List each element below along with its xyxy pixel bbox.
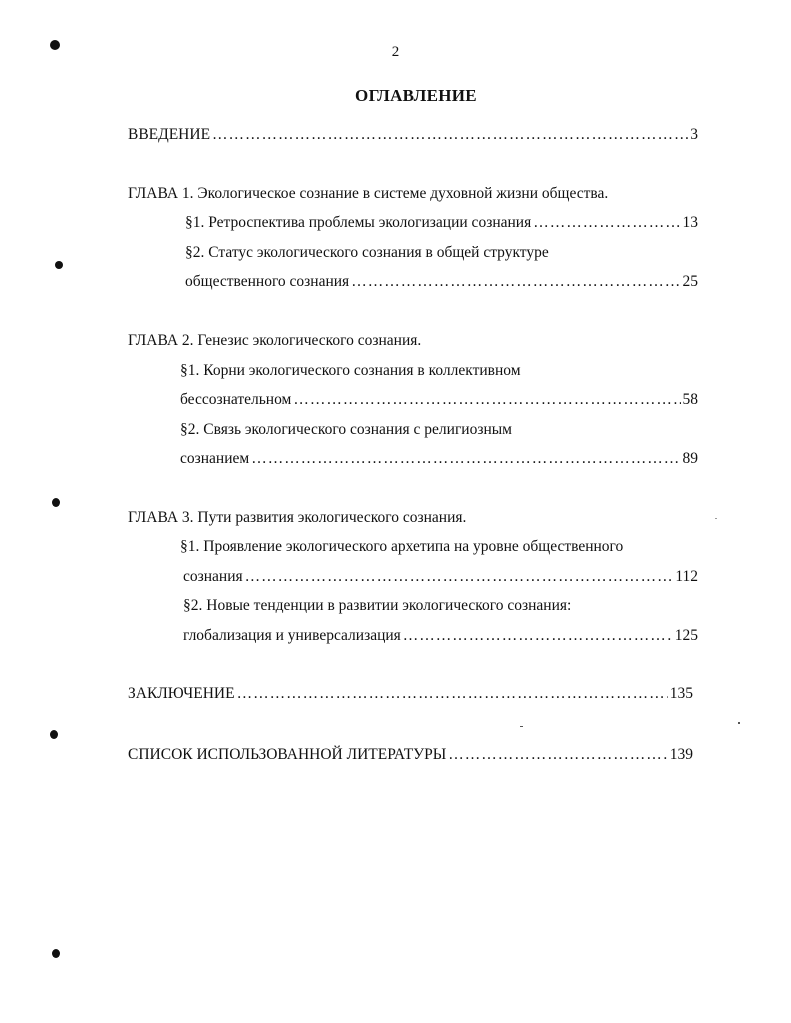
toc-entry-conclusion [128, 684, 693, 704]
toc-page-number: 89 [682, 450, 698, 467]
toc-entry-chapter-3-section-2 [183, 626, 698, 646]
dot-leader [251, 449, 680, 469]
chapter-1-heading: ГЛАВА 1. Экологическое сознание в системе духовной жизни общества. [128, 185, 609, 202]
toc-entry-bibliography [128, 745, 693, 765]
punch-hole-mark [52, 498, 60, 507]
punch-hole-mark [55, 261, 63, 269]
toc-entry-chapter-1-section-2 [185, 272, 698, 292]
toc-page-number: 125 [674, 627, 698, 644]
chapter-3-heading: ГЛАВА 3. Пути развития экологического сознания. [128, 509, 467, 526]
toc-entry-label: общественного сознания [185, 273, 350, 290]
scan-speck [520, 726, 523, 727]
toc-page-number: 135 [669, 685, 693, 702]
chapter-2-heading: ГЛАВА 2. Генезис экологического сознания. [128, 332, 422, 349]
toc-entry-chapter-2-section-1 [180, 390, 698, 410]
chapter-3-section-1-line-1: §1. Проявление экологического архетипа на уровне общественного [180, 538, 624, 555]
toc-page-number: 112 [675, 568, 698, 585]
toc-page-number: 139 [669, 746, 693, 763]
chapter-2-section-2-line-1: §2. Связь экологического сознания с религиозным [180, 421, 512, 438]
dot-leader [237, 684, 668, 704]
chapter-3-section-2-line-1: §2. Новые тенденции в развитии экологического сознания: [183, 597, 572, 614]
toc-entry-label: ЗАКЛЮЧЕНИЕ [128, 685, 235, 702]
toc-entry-label: §1. Ретроспектива проблемы экологизации сознания [185, 214, 532, 231]
toc-title: ОГЛАВЛЕНИЕ [355, 86, 477, 105]
scan-speck [715, 518, 717, 519]
toc-page-number: 13 [682, 214, 698, 231]
toc-entry-introduction [128, 125, 698, 145]
toc-entry-chapter-2-section-2 [180, 449, 698, 469]
toc-entry-label: сознания [183, 568, 243, 585]
dot-leader [403, 626, 673, 646]
punch-hole-mark [50, 730, 58, 739]
toc-entry-label: ВВЕДЕНИЕ [128, 126, 211, 143]
dot-leader [212, 125, 688, 145]
page-number: 2 [391, 44, 400, 60]
toc-entry-label: глобализация и универсализация [183, 627, 401, 644]
chapter-1-section-2-line-1: §2. Статус экологического сознания в общей структуре [185, 244, 549, 261]
dot-leader [448, 745, 667, 765]
toc-entry-chapter-3-section-1 [183, 567, 698, 587]
dot-leader [293, 390, 680, 410]
dot-leader [533, 213, 680, 233]
toc-entry-label: сознанием [180, 450, 250, 467]
toc-entry-chapter-1-section-1 [185, 213, 698, 233]
dot-leader [351, 272, 680, 292]
toc-page-number: 25 [682, 273, 698, 290]
toc-page-number: 58 [682, 391, 698, 408]
punch-hole-mark [52, 949, 60, 958]
toc-entry-label: СПИСОК ИСПОЛЬЗОВАННОЙ ЛИТЕРАТУРЫ [128, 746, 447, 763]
toc-page-number: 3 [690, 126, 698, 143]
toc-entry-label: бессознательном [180, 391, 292, 408]
dot-leader [245, 567, 674, 587]
chapter-2-section-1-line-1: §1. Корни экологического сознания в коллективном [180, 362, 521, 379]
scan-speck [738, 722, 740, 724]
